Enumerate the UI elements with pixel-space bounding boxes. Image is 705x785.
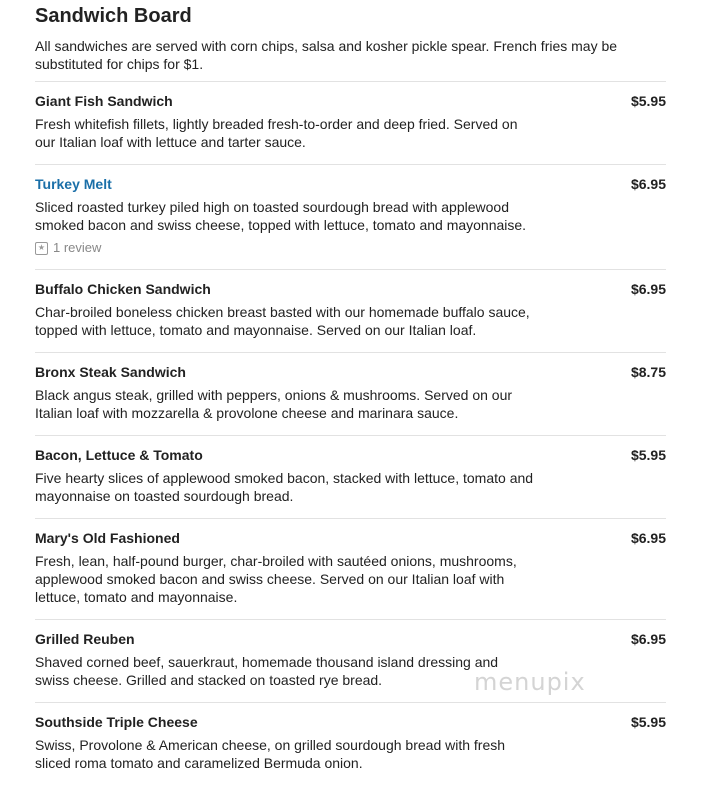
item-name: Buffalo Chicken Sandwich [35,281,211,297]
item-price: $5.95 [630,447,666,463]
review-count: 1 review [53,240,102,255]
item-name: Giant Fish Sandwich [35,93,173,109]
item-name: Bacon, Lettuce & Tomato [35,447,203,463]
item-price: $6.95 [630,176,666,192]
item-name: Mary's Old Fashioned [35,530,180,546]
menu-item [35,270,666,353]
item-description: Black angus steak, grilled with peppers, onions & mushrooms. Served on our Italian loaf with mozzarella & provolone cheese and marinara sauce. [35,387,513,421]
menu-item [35,353,666,436]
item-price: $6.95 [630,281,666,297]
item-name-link[interactable]: Turkey Melt [35,176,112,192]
item-price: $6.95 [630,631,666,647]
menu-item [35,82,666,165]
item-price: $5.95 [630,714,666,730]
item-price: $6.95 [630,530,666,546]
item-description: Fresh whitefish fillets, lightly breaded fresh-to-order and deep fried. Served on our Italian loaf with lettuce and tarter sauce. [35,116,518,150]
item-description: Fresh, lean, half-pound burger, char-broiled with sautéed onions, mushrooms, applewood smoked bacon and swiss cheese. Served on our Italian loaf with lettuce, tomato and mayonnaise. [35,553,517,605]
item-name: Grilled Reuben [35,631,135,647]
item-description: Sliced roasted turkey piled high on toasted sourdough bread with applewood smoked bacon and swiss cheese, topped with lettuce, tomato and mayonnaise. [35,199,527,233]
watermark: menupix [474,668,586,696]
menu-item [35,165,666,270]
item-description: Char-broiled boneless chicken breast basted with our homemade buffalo sauce, topped with lettuce, tomato and mayonnaise. Served on our Italian loaf. [35,304,530,338]
item-description: Swiss, Provolone & American cheese, on grilled sourdough bread with fresh sliced roma tomato and caramelized Bermuda onion. [35,737,506,771]
menu-item [35,436,666,519]
star-badge-icon: ★ [35,242,48,255]
item-price: $8.75 [630,364,666,380]
item-description: Shaved corned beef, sauerkraut, homemade thousand island dressing and swiss cheese. Grilled and stacked on toasted rye bread. [35,654,499,688]
menu-item [35,519,666,620]
section-description: All sandwiches are served with corn chips, salsa and kosher pickle spear. French fries may be substituted for chips for $1. [35,37,666,82]
item-name: Bronx Steak Sandwich [35,364,186,380]
review-link[interactable] [35,240,666,256]
item-name: Southside Triple Cheese [35,714,198,730]
item-price: $5.95 [630,93,666,109]
menu-item [35,703,666,785]
section-title: Sandwich Board [35,5,192,27]
item-description: Five hearty slices of applewood smoked bacon, stacked with lettuce, tomato and mayonnaise on toasted sourdough bread. [35,470,534,504]
